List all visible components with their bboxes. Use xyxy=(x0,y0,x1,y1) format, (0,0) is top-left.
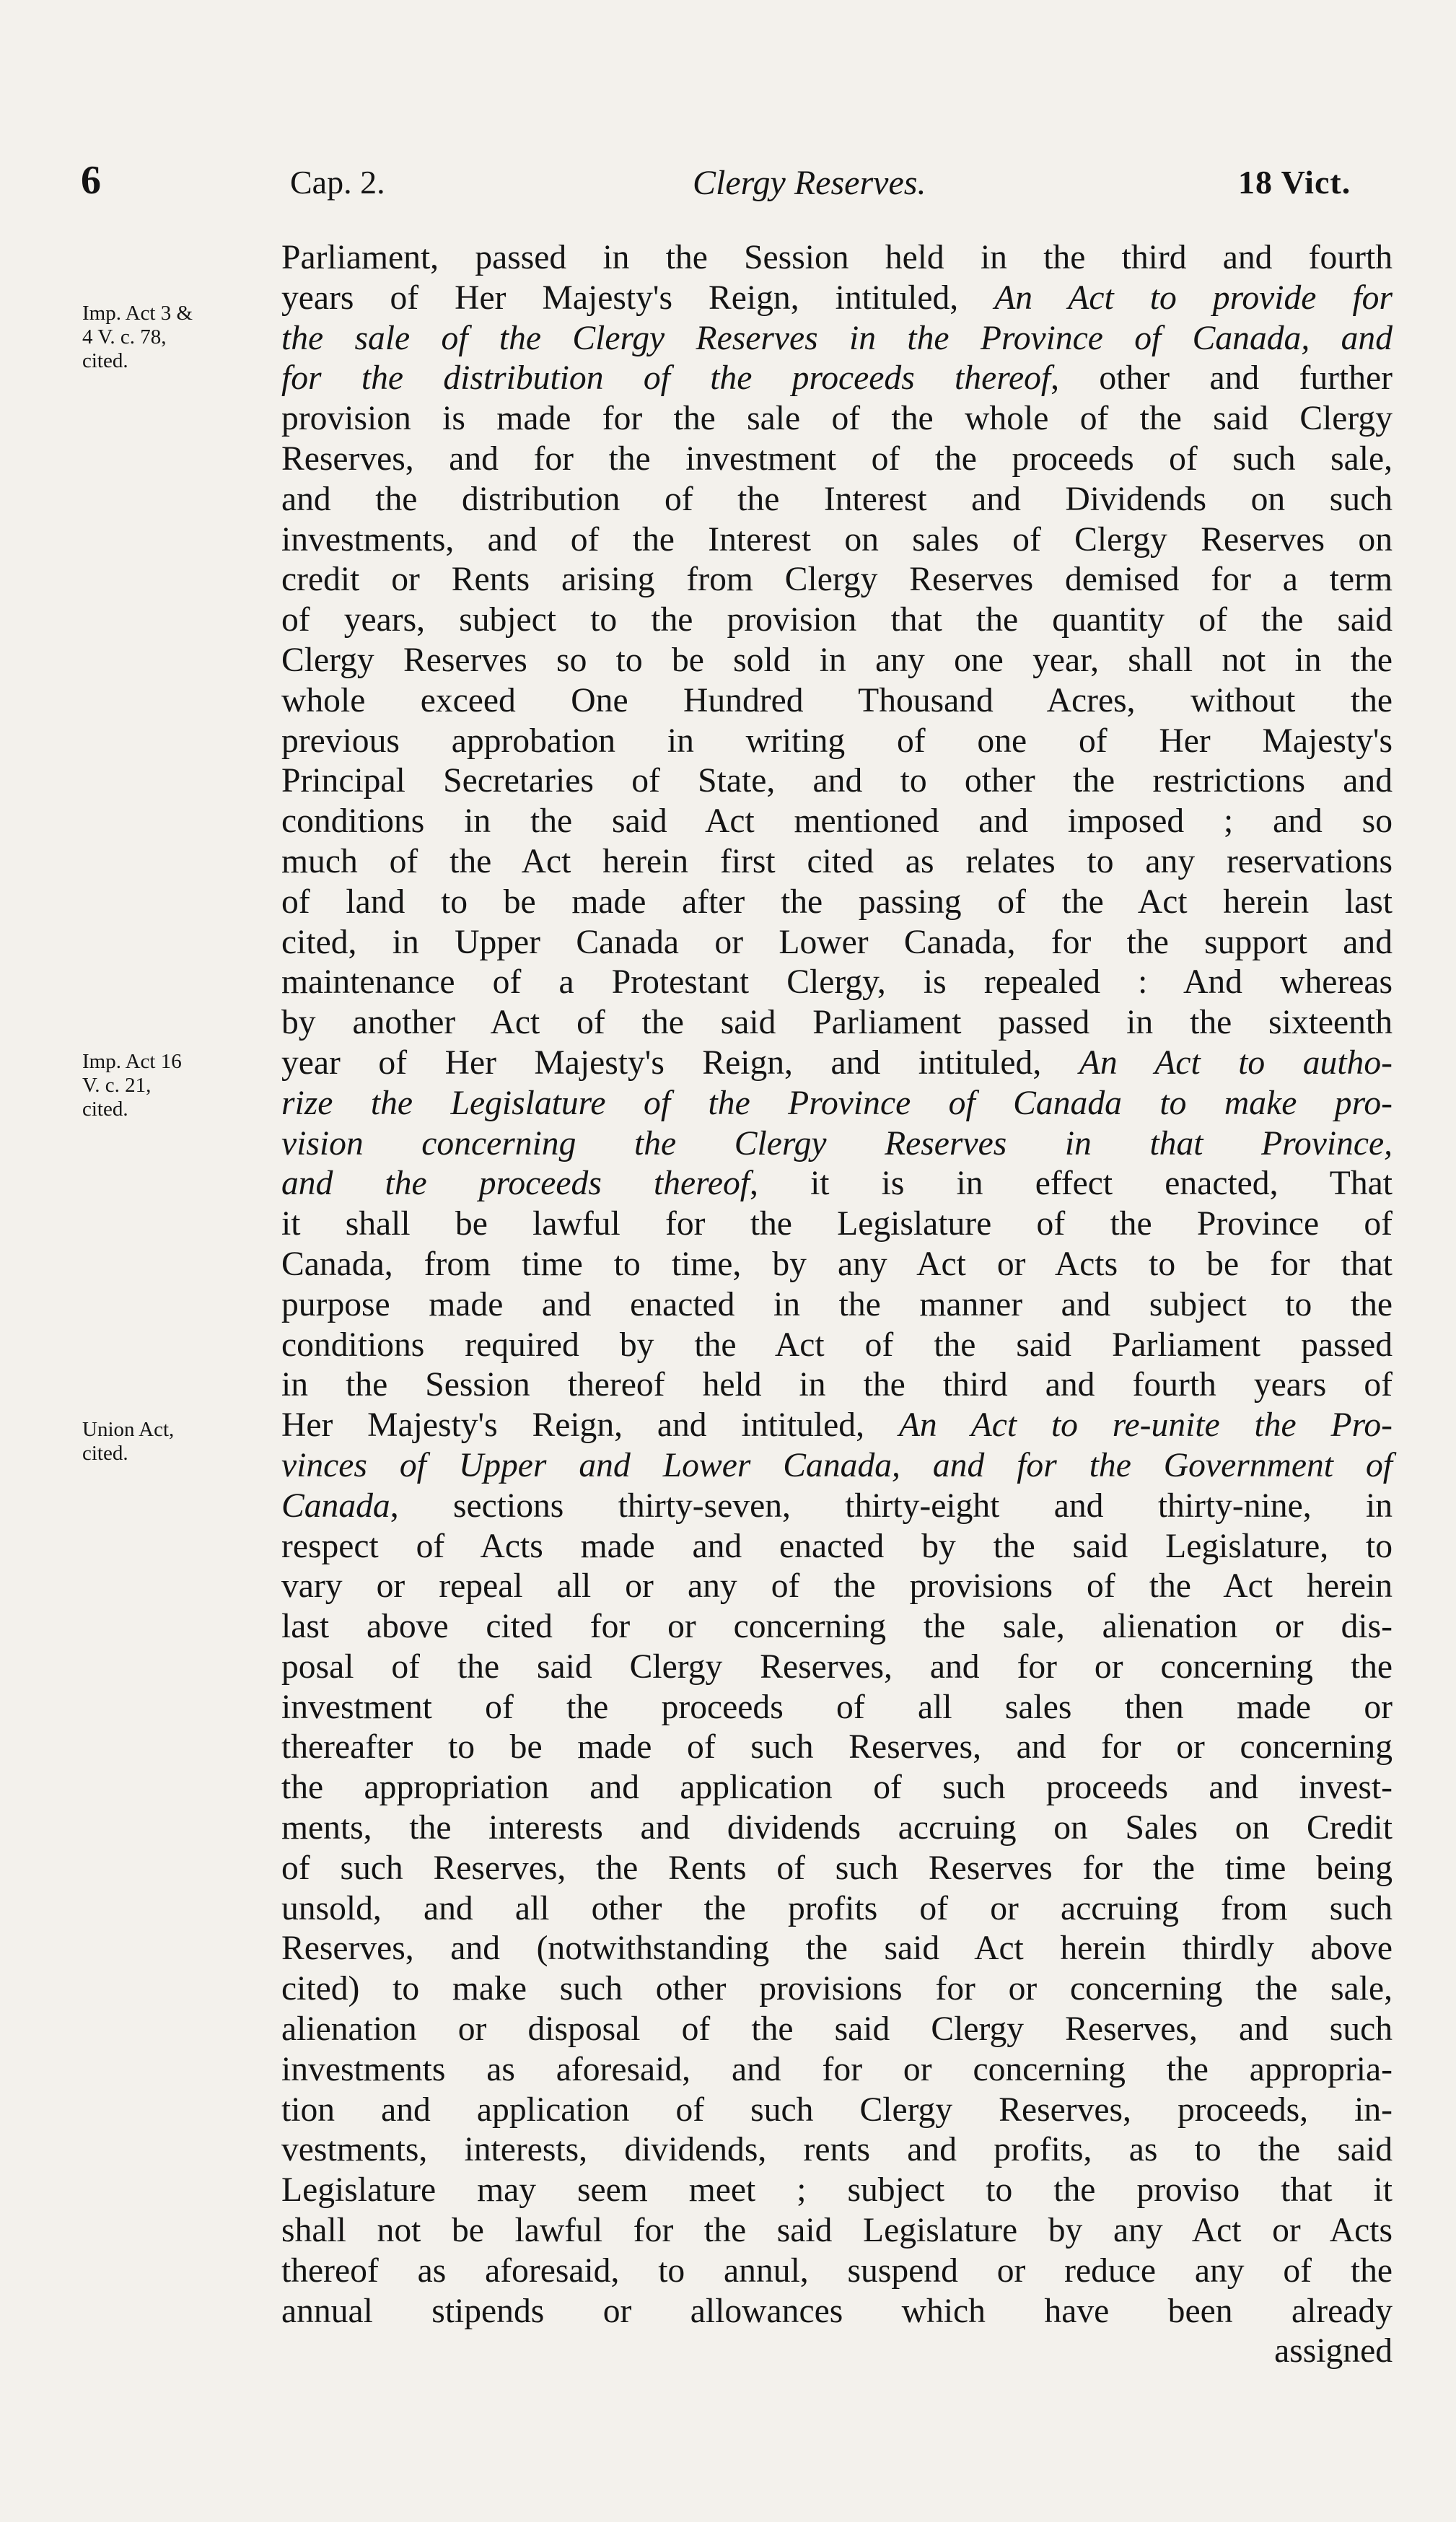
body-line xyxy=(281,2130,1393,2171)
body-text-run: shall not be lawful for the said Legislature by any Act or Acts xyxy=(281,2212,1393,2250)
italic-title-text: An Act to autho- xyxy=(1079,1043,1393,1082)
body-text-run: Her Majesty's Reign, and intituled, xyxy=(281,1406,899,1445)
italic-title-text: vision concerning the Clergy Reserves in that Province, xyxy=(281,1124,1393,1163)
body-text-run: Principal Secretaries of State, and to other the restrictions and xyxy=(281,762,1393,800)
italic-title-text: Canada xyxy=(281,1487,390,1525)
body-text-run: thereof as aforesaid, to annul, suspend or reduce any of the xyxy=(281,2251,1393,2290)
body-line xyxy=(281,1326,1393,1366)
body-line xyxy=(281,2010,1393,2050)
body-line xyxy=(281,802,1393,842)
body-line xyxy=(281,2050,1393,2090)
body-line xyxy=(281,2171,1393,2211)
body-line xyxy=(281,1084,1393,1124)
body-line xyxy=(281,560,1393,600)
body-line xyxy=(281,2331,1393,2372)
margin-note-line: 4 V. c. 78, xyxy=(82,325,167,349)
body-text-run: cited, in Upper Canada or Lower Canada, for the support and xyxy=(281,923,1393,961)
body-line xyxy=(281,1204,1393,1245)
body-text-run: years of Her Majesty's Reign, intituled, xyxy=(281,279,995,317)
body-text-run: it shall be lawful for the Legislature of the Province of xyxy=(281,1205,1393,1243)
body-text-run: tion and application of such Clergy Reserves, proceeds, in- xyxy=(281,2090,1393,2129)
body-text-run: , it is in effect enacted, That xyxy=(750,1165,1393,1203)
body-line xyxy=(281,722,1393,762)
body-line xyxy=(281,279,1393,319)
body-text-run: whole exceed One Hundred Thousand Acres, without the xyxy=(281,681,1393,719)
body-line xyxy=(281,1124,1393,1165)
body-text-run: Clergy Reserves so to be sold in any one year, shall not in the xyxy=(281,641,1393,679)
running-header xyxy=(0,157,1456,208)
body-text-run: of land to be made after the passing of the Act herein last xyxy=(281,883,1393,921)
body-text-run: assigned xyxy=(1274,2332,1393,2370)
body-text-run: in the Session thereof held in the third and fourth years of xyxy=(281,1366,1393,1404)
body-text-run: posal of the said Clergy Reserves, and for or concerning the xyxy=(281,1647,1393,1686)
italic-title-text: An Act to re-unite the Pro- xyxy=(898,1406,1393,1445)
body-text-run: Parliament, passed in the Session held in the third and fourth xyxy=(281,239,1393,276)
body-text-run: of years, subject to the provision that the quantity of the said xyxy=(281,601,1393,639)
body-text-run: Reserves, and for the investment of the proceeds of such sale, xyxy=(281,439,1393,478)
body-line xyxy=(281,963,1393,1003)
body-text-run: of such Reserves, the Rents of such Reserves for the time being xyxy=(281,1849,1393,1887)
chapter-label: Cap. 2. xyxy=(290,164,385,201)
body-text-run: ments, the interests and dividends accruing on Sales on Credit xyxy=(281,1809,1393,1847)
body-line xyxy=(281,1365,1393,1406)
body-text-run: Legislature may seem meet ; subject to the proviso that it xyxy=(281,2171,1393,2210)
margin-note-imp-act-3-4 xyxy=(82,302,277,373)
body-line xyxy=(281,1245,1393,1285)
body-line xyxy=(281,1446,1393,1487)
body-text-run: by another Act of the said Parliament passed in the sixteenth xyxy=(281,1004,1393,1042)
body-text-run: year of Her Majesty's Reign, and intituled, xyxy=(281,1043,1079,1082)
body-text-run: and the distribution of the Interest and Dividends on such xyxy=(281,480,1393,518)
body-text-run: last above cited for or concerning the sale, alienation or dis- xyxy=(281,1608,1393,1646)
body-line xyxy=(281,1567,1393,1607)
body-text-run: thereafter to be made of such Reserves, and for or concerning xyxy=(281,1728,1393,1766)
body-text-run: conditions required by the Act of the said Parliament passed xyxy=(281,1326,1393,1364)
body-text-run: , other and further xyxy=(1051,359,1393,398)
body-text-run: Canada, from time to time, by any Act or Acts to be for that xyxy=(281,1245,1393,1283)
body-line xyxy=(281,319,1393,359)
body-line xyxy=(281,1487,1393,1527)
margin-note-line: Imp. Act 3 & xyxy=(82,302,193,325)
page-number: 6 xyxy=(81,158,101,203)
body-text-run: much of the Act herein first cited as relates to any reservations xyxy=(281,842,1393,880)
body-line xyxy=(281,883,1393,923)
body-line xyxy=(281,1688,1393,1728)
body-line xyxy=(281,1647,1393,1688)
body-line xyxy=(281,842,1393,883)
body-line xyxy=(281,359,1393,399)
body-line xyxy=(281,923,1393,963)
body-line xyxy=(281,641,1393,681)
body-line xyxy=(281,1849,1393,1889)
body-line xyxy=(281,1527,1393,1567)
margin-note-line: cited. xyxy=(82,1098,128,1121)
body-line xyxy=(281,761,1393,802)
body-text-run: unsold, and all other the profits of or accruing from such xyxy=(281,1889,1393,1927)
body-line xyxy=(281,1929,1393,1969)
body-text-run: investments as aforesaid, and for or concerning the appropria- xyxy=(281,2050,1393,2088)
body-text-run: vestments, interests, dividends, rents and profits, as to the said xyxy=(281,2131,1393,2169)
body-line xyxy=(281,600,1393,641)
body-line xyxy=(281,1164,1393,1204)
body-line xyxy=(281,2292,1393,2332)
italic-title-text: for the distribution of the proceeds thereof xyxy=(281,359,1051,398)
body-line xyxy=(281,1607,1393,1647)
body-line xyxy=(281,2211,1393,2251)
margin-note-line: V. c. 21, xyxy=(82,1074,152,1097)
body-text-run: respect of Acts made and enacted by the said Legislature, to xyxy=(281,1527,1393,1565)
body-line xyxy=(281,1728,1393,1768)
margin-note-line: Imp. Act 16 xyxy=(82,1050,182,1073)
running-title: Clergy Reserves. xyxy=(693,164,926,202)
body-text-run: investments, and of the Interest on sales of Clergy Reserves on xyxy=(281,520,1393,559)
body-text-run: Reserves, and (notwithstanding the said Act herein thirdly above xyxy=(281,1930,1393,1968)
body-text-run: provision is made for the sale of the whole of the said Clergy xyxy=(281,400,1393,438)
body-line xyxy=(281,1768,1393,1808)
body-line xyxy=(281,681,1393,722)
body-line xyxy=(281,2090,1393,2131)
body-text-run: previous approbation in writing of one of Her Majesty's xyxy=(281,722,1393,760)
body-line xyxy=(281,238,1393,279)
body-text-run: maintenance of a Protestant Clergy, is repealed : And whereas xyxy=(281,963,1393,1002)
body-line xyxy=(281,1889,1393,1930)
margin-note-union-act xyxy=(82,1418,277,1466)
body-text-run: vary or repeal all or any of the provisions of the Act herein xyxy=(281,1567,1393,1606)
body-text-run: alienation or disposal of the said Clergy Reserves, and such xyxy=(281,2010,1393,2049)
body-line xyxy=(281,2251,1393,2292)
body-line xyxy=(281,480,1393,520)
body-line xyxy=(281,1003,1393,1043)
body-line xyxy=(281,1808,1393,1849)
body-line xyxy=(281,439,1393,480)
italic-title-text: An Act to provide for xyxy=(994,279,1393,317)
body-text-run: purpose made and enacted in the manner and subject to the xyxy=(281,1285,1393,1323)
body-text xyxy=(281,238,1393,2372)
italic-title-text: the sale of the Clergy Reserves in the Province of Canada, and xyxy=(281,319,1393,357)
body-line xyxy=(281,1969,1393,2010)
body-text-run: annual stipends or allowances which have been already xyxy=(281,2292,1393,2330)
margin-note-line: Union Act, xyxy=(82,1418,175,1441)
body-text-run: cited) to make such other provisions for or concerning the sale, xyxy=(281,1970,1393,2008)
body-text-run: credit or Rents arising from Clergy Reserves demised for a term xyxy=(281,561,1393,599)
session-label: 18 Vict. xyxy=(1238,164,1351,201)
italic-title-text: vinces of Upper and Lower Canada, and for the Government of xyxy=(281,1446,1393,1484)
margin-note-imp-act-16 xyxy=(82,1050,277,1121)
body-text-run: the appropriation and application of such proceeds and invest- xyxy=(281,1769,1393,1807)
margin-note-line: cited. xyxy=(82,349,128,372)
body-line xyxy=(281,1043,1393,1084)
body-text-run: investment of the proceeds of all sales then made or xyxy=(281,1688,1393,1726)
italic-title-text: rize the Legislature of the Province of Canada to make pro- xyxy=(281,1084,1393,1122)
italic-title-text: and the proceeds thereof xyxy=(281,1165,750,1203)
body-line xyxy=(281,399,1393,439)
body-text-run: , sections thirty-seven, thirty-eight and thirty-nine, in xyxy=(390,1487,1393,1525)
body-line xyxy=(281,520,1393,561)
body-line xyxy=(281,1285,1393,1326)
margin-note-line: cited. xyxy=(82,1442,128,1465)
body-line xyxy=(281,1406,1393,1446)
body-text-run: conditions in the said Act mentioned and imposed ; and so xyxy=(281,802,1393,841)
